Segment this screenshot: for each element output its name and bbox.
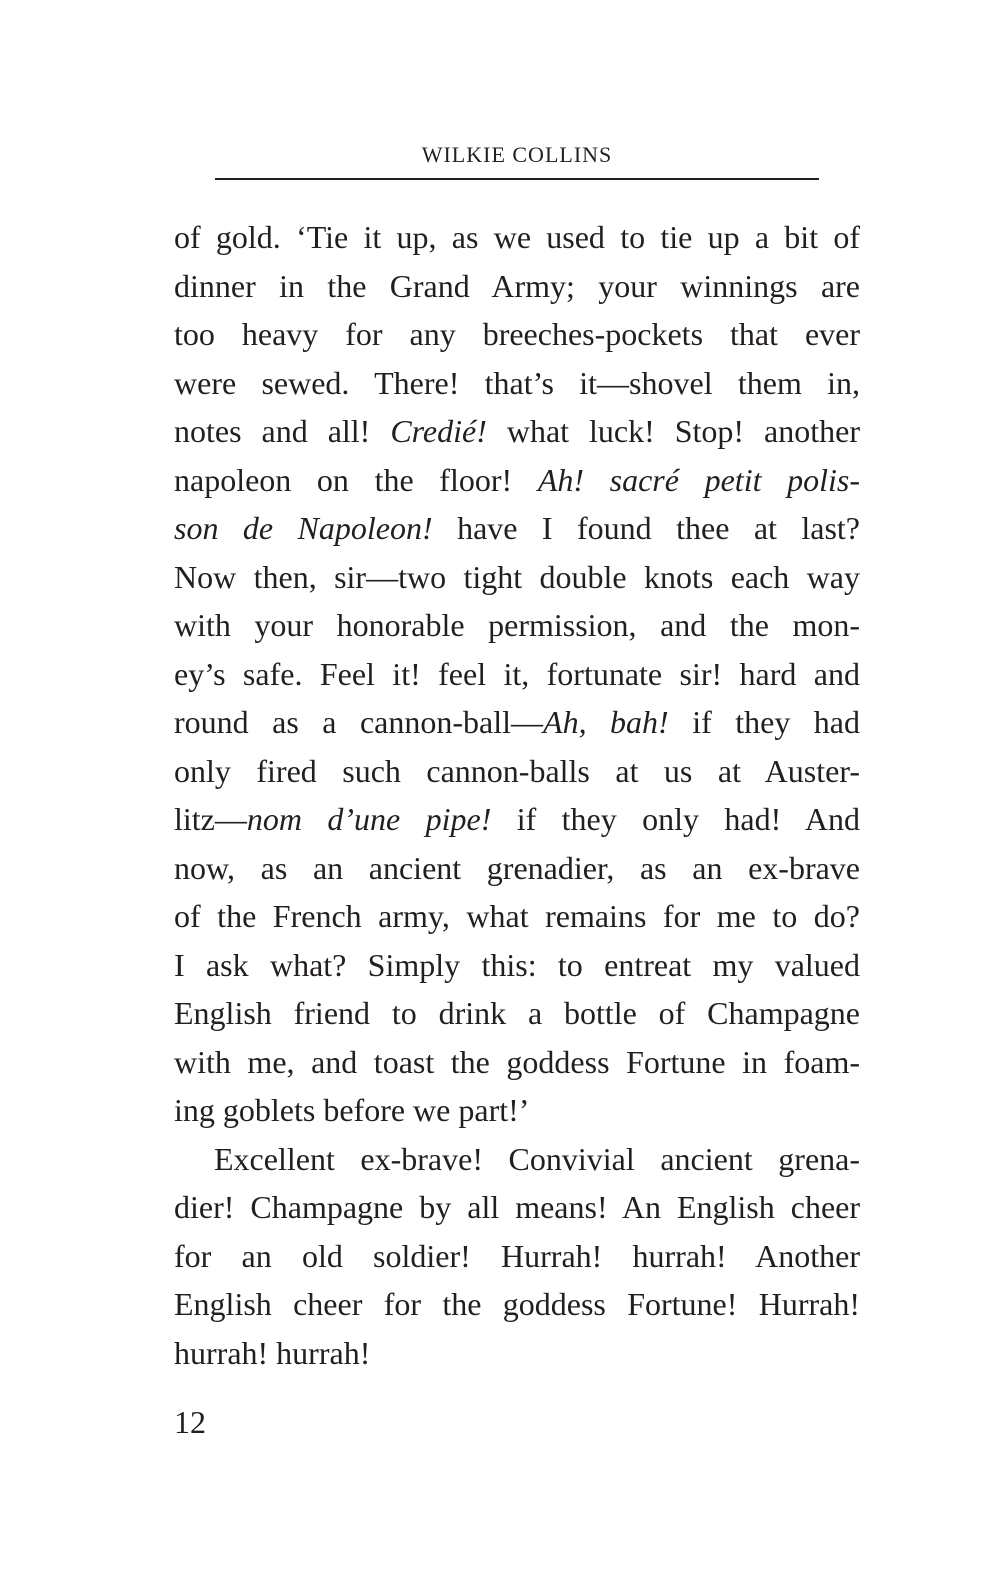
running-header: WILKIE COLLINS (421, 142, 613, 167)
text-line (174, 1135, 860, 1184)
text-segment: napoleon on the floor! (174, 461, 538, 498)
text-line (174, 1232, 860, 1281)
text-line (174, 601, 860, 650)
text-segment: English cheer for the goddess Fortune! Hurrah! (174, 1286, 860, 1322)
text-segment: have I found thee at last? (432, 510, 860, 546)
text-line (174, 892, 860, 941)
page-number: 12 (174, 1404, 206, 1440)
text-segment: ing goblets before we part!’ (174, 1092, 530, 1128)
italic-phrase: Ah, bah! (543, 704, 669, 740)
text-segment: I ask what? Simply this: to entreat my valued (174, 946, 860, 983)
text-line (174, 1329, 860, 1378)
text-segment: hurrah! hurrah! (174, 1334, 371, 1371)
text-line (174, 844, 860, 893)
text-segment: dinner in the Grand Army; your winnings are (174, 267, 860, 304)
text-line (174, 1038, 860, 1087)
italic-phrase: nom d’une pipe! (246, 801, 492, 837)
text-segment: if they only had! And (491, 801, 861, 837)
text-line (174, 456, 860, 505)
text-segment: ey’s safe. Feel it! feel it, fortunate sir! hard and (174, 655, 860, 692)
text-segment: only fired such cannon-balls at us at Auster- (174, 752, 860, 789)
header-rule (215, 178, 819, 180)
text-segment: were sewed. There! that’s it—shovel them in, (174, 364, 860, 401)
text-segment: with me, and toast the goddess Fortune in foam- (174, 1043, 860, 1080)
text-line (174, 359, 860, 408)
text-segment: litz— (174, 801, 247, 837)
text-segment: too heavy for any breeches-pockets that ever (174, 316, 860, 352)
text-segment: for an old soldier! Hurrah! hurrah! Another (174, 1237, 860, 1274)
italic-phrase: Credié! (390, 413, 487, 449)
text-segment: what luck! Stop! another (486, 413, 861, 449)
text-segment: Now then, sir—two tight double knots each way (174, 558, 860, 595)
text-line (174, 698, 860, 747)
text-line (174, 747, 860, 796)
text-line (174, 213, 860, 262)
italic-phrase: son de Napoleon! (174, 510, 433, 546)
text-segment: of the French army, what remains for me to do? (174, 898, 860, 934)
text-line (174, 795, 860, 844)
text-line (174, 1086, 860, 1135)
text-line (174, 1280, 860, 1329)
text-segment: of gold. ‘Tie it up, as we used to tie up a bit of (174, 219, 860, 255)
text-segment: Excellent ex-brave! Convivial ancient grena- (214, 1140, 860, 1177)
text-segment: if they had (668, 704, 860, 740)
text-line (174, 650, 860, 699)
text-line (174, 310, 860, 359)
text-line (174, 989, 860, 1038)
text-line (174, 553, 860, 602)
text-line (174, 262, 860, 311)
text-segment: English friend to drink a bottle of Champagne (174, 995, 860, 1031)
italic-phrase: Ah! sacré petit polis- (537, 461, 861, 498)
text-segment: dier! Champagne by all means! An English cheer (174, 1189, 860, 1225)
text-line (174, 407, 860, 456)
text-line (174, 1183, 860, 1232)
text-segment: round as a cannon-ball— (174, 704, 544, 740)
text-segment: with your honorable permission, and the mon- (174, 607, 860, 643)
body-text (174, 213, 860, 1377)
text-segment: notes and all! (174, 413, 391, 449)
text-line (174, 941, 860, 990)
text-line (174, 504, 860, 553)
text-segment: now, as an ancient grenadier, as an ex-brave (174, 849, 860, 886)
